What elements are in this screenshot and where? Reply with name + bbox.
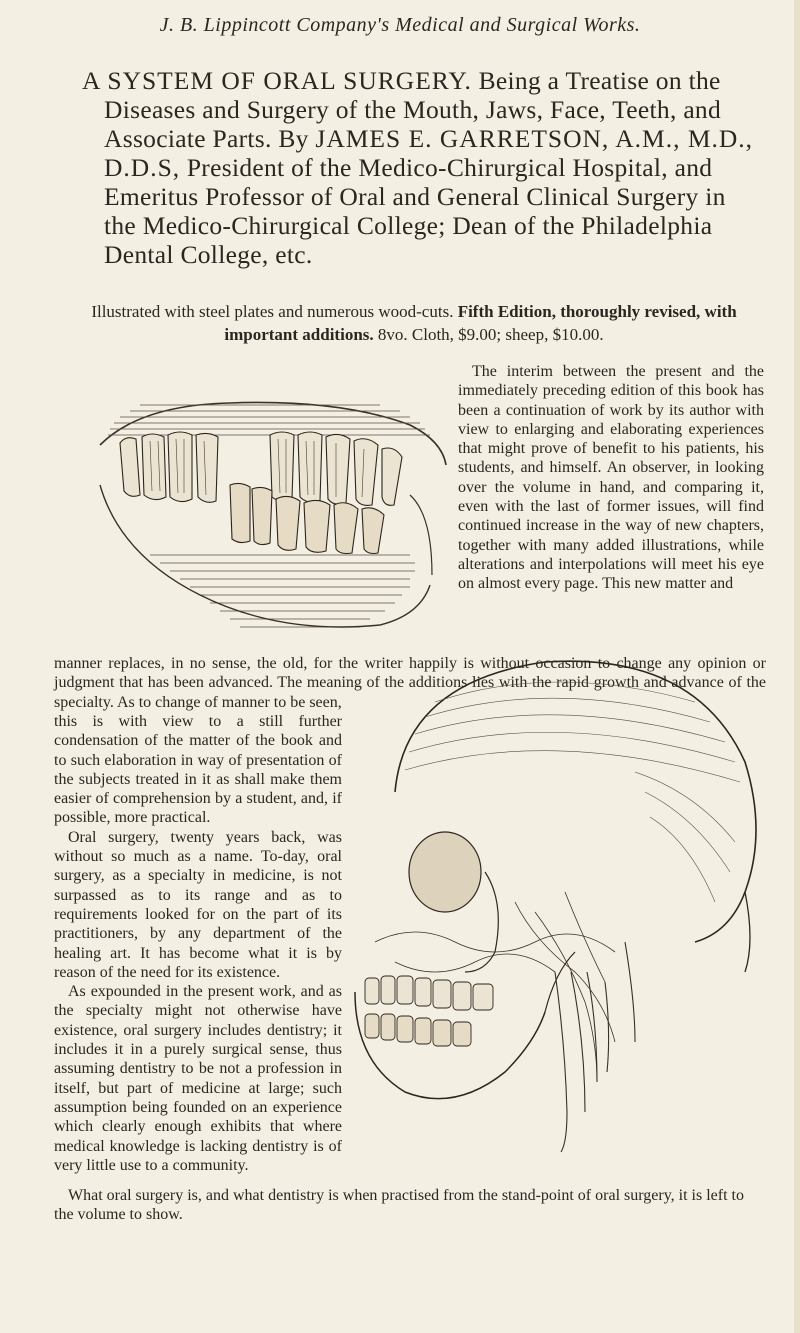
author-credentials: President of the Medico-Chirurgical Hospital, and Emeritus Professor of Oral and General Clinical Surgery in the Medico-Chirurgical College; Dean of the Philadelphia Dental College, etc. xyxy=(104,153,726,269)
teeth-illustration xyxy=(80,365,452,650)
format-note: 8vo. xyxy=(377,325,408,344)
main-column xyxy=(54,712,342,1175)
intro-paragraph-continued: manner replaces, in no sense, the old, for the writer happily is without occasion to change any opinion or judgment that has been advanced. The meaning of the additions lies with the rapid growth and advance of the specialty. As to change of manner to be seen, xyxy=(54,655,766,711)
author-name: JAMES E. GARRETSON, A.M., M.D., D.D.S, xyxy=(104,124,754,182)
title-block xyxy=(82,66,762,269)
price-note: Cloth, $9.00; sheep, $10.00. xyxy=(411,325,604,344)
book-description: Being a Treatise on the Diseases and Surgery of the Mouth, Jaws, Face, Teeth, and Associate Parts. By xyxy=(104,66,722,153)
edition-details xyxy=(64,300,764,346)
book-title: A SYSTEM OF ORAL SURGERY. xyxy=(82,66,472,95)
intro-paragraph-end: this is with view to a still further condensation of the matter of the book and to such elaboration in way of presentation of the subjects treated in it as shall make them easier of comprehension by a student, and, if possible, more practical. xyxy=(54,713,342,827)
dentistry-paragraph: As expounded in the present work, and as the specialty might not otherwise have existence, oral surgery includes dentistry; it includes it in a purely surgical sense, thus assuming dentistry to be not a profession in itself, but part of medicine at large; such assumption being founded on an experience which clearly enough exhibits that where medical knowledge is lacking dentistry is of very little use to a community. xyxy=(54,983,342,1174)
illustration-note: Illustrated with steel plates and numerous wood-cuts. xyxy=(91,302,454,321)
oral-surgery-paragraph: Oral surgery, twenty years back, was without so much as a name. To-day, oral surgery, as a specialty in medicine, is not surpassed as to its range and as to requirements looked for on the part of its practitioners, by any department of the healing art. It has become what it is by reason of the need for its existence. xyxy=(54,828,342,981)
intro-paragraph: The interim between the present and the immediately preceding edition of this book has been a continuation of work by its author with view to enlarging and elaborating experiences that might prove of benefit to his patients, his students, and himself. An observer, in looking over the volume in hand, and comparing it, even with the last of former issues, will find continued increase in the way of new chapters, together with many added illustrations, while alterations and interpolations will meet his eye on almost every page. This new matter and xyxy=(458,363,764,593)
skull-illustration xyxy=(335,642,767,1162)
title-paragraph xyxy=(82,66,762,269)
closing-paragraph: What oral surgery is, and what dentistry is when practised from the stand-point of oral surgery, it is left to the volume to show. xyxy=(54,1187,744,1224)
closing-text xyxy=(54,1186,766,1225)
page-edge xyxy=(794,0,800,1333)
edition-note: Fifth Edition, thoroughly revised, with important additions. xyxy=(224,302,737,344)
running-head: J. B. Lippincott Company's Medical and Surgical Works. xyxy=(159,14,641,36)
intro-column xyxy=(458,362,764,594)
